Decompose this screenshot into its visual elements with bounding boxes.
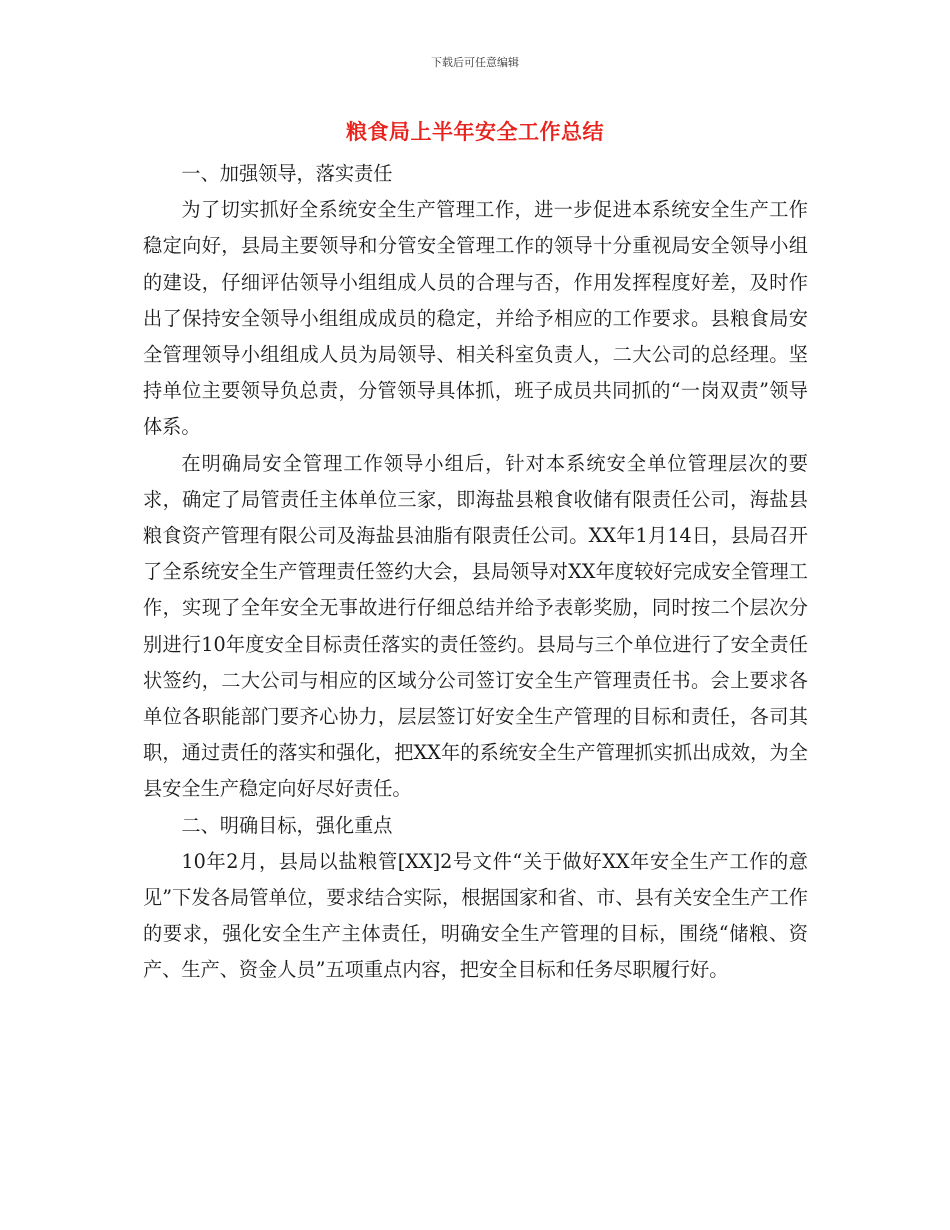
document-body [143,156,808,989]
document-title: 粮食局上半年安全工作总结 [346,120,604,144]
body-paragraph-3: 10年2月，县局以盐粮管[XX]2号文件“关于做好XX年安全生产工作的意见”下发各局管单位，要求结合实际，根据国家和省、市、县有关安全生产工作的要求，强化安全生产主体责任，明确安全生产管理的目标，围绕“储粮、资产、生产、资金人员”五项重点内容，把安全目标和任务尽职履行好。 [143,849,808,982]
body-paragraph-2: 在明确局安全管理工作领导小组后，针对本系统安全单位管理层次的要求，确定了局管责任主体单位三家，即海盐县粮食收储有限责任公司，海盐县粮食资产管理有限公司及海盐县油脂有限责任公司。XX年1月14日，县局召开了全系统安全生产管理责任签约大会，县局领导对XX年度较好完成安全管理工作，实现了全年安全无事故进行仔细总结并给予表彰奖励，同时按二个层次分别进行10年度安全目标责任落实的责任签约。县局与三个单位进行了安全责任状签约，二大公司与相应的区域分公司签订安全生产管理责任书。会上要求各单位各职能部门要齐心协力，层层签订好安全生产管理的目标和责任，各司其职，通过责任的落实和强化，把XX年的系统安全生产管理抓实抓出成效，为全县安全生产稳定向好尽好责任。 [143,451,808,801]
section-heading-2: 二、明确目标，强化重点 [181,813,393,837]
page-header-note: 下载后可任意编辑 [431,56,519,69]
body-paragraph-1: 为了切实抓好全系统安全生产管理工作，进一步促进本系统安全生产工作稳定向好，县局主要领导和分管安全管理工作的领导十分重视局安全领导小组的建设，仔细评估领导小组组成人员的合理与否，作用发挥程度好差，及时作出了保持安全领导小组组成成员的稳定，并给予相应的工作要求。县粮食局安全管理领导小组组成人员为局领导、相关科室负责人，二大公司的总经理。坚持单位主要领导负总责，分管领导具体抓，班子成员共同抓的“一岗双责”领导体系。 [143,198,808,439]
section-heading-1: 一、加强领导，落实责任 [181,162,393,185]
